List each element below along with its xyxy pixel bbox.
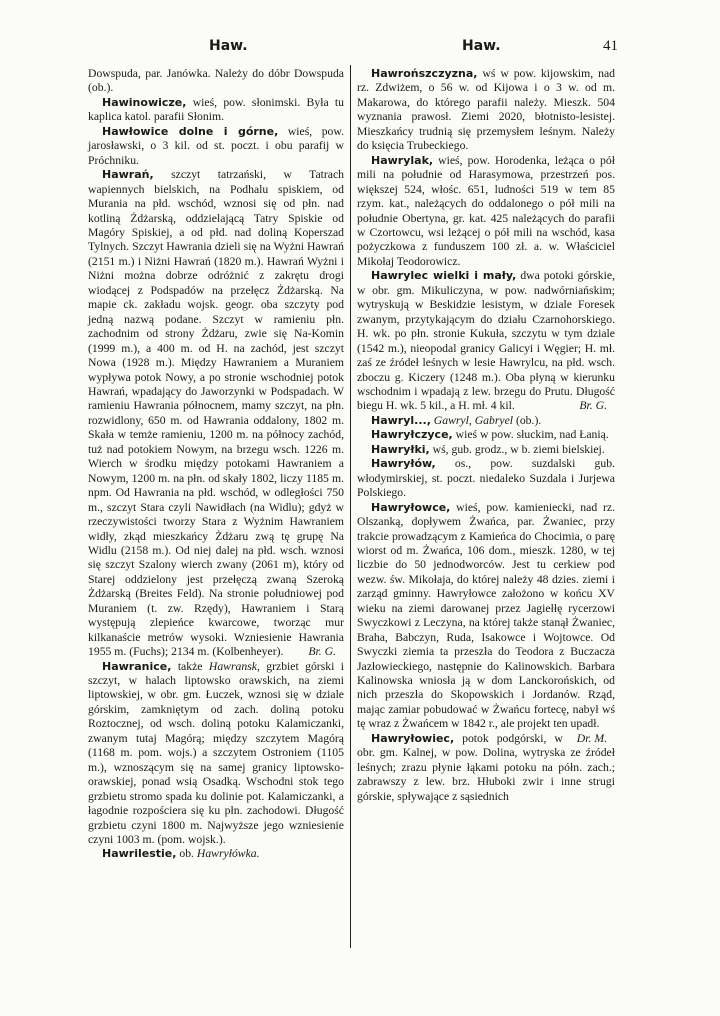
dictionary-entry: [88, 168, 344, 659]
author-signature: Dr. M.: [576, 731, 607, 745]
running-header: [0, 38, 720, 60]
entry-text: wieś, pow. jarosławski, o 3 kil. od st. poczt. i obu parafij w Próchniku.: [88, 124, 344, 167]
entry-text: os., pow. suzdalski gub. włodymirskiej, st. poczt. niedaleko Suzdala i Jurjewa Polskiego.: [357, 457, 615, 500]
entry-text-lead: także: [171, 659, 209, 673]
entry-text: potok podgórski, w obr. gm. Kalnej, w pow. Dolina, wytryska ze źródeł leśnych; zrazu płynie łąkami potoku na półn. zach.; zabrawszy z lew. brz. Hłuboki zwir i inne strugi górskie, spływające z sąsiednich: [357, 731, 615, 803]
column-divider: [350, 65, 351, 948]
entry-text: wś w pow. kijowskim, nad rz. Zdwiżem, o 56 w. od Kijowa i o 3 w. od m. Makarowa, do którego parafii należy. Mieszk. 504 wyznania prawosł. Ziemi 2020, błotnisto-lesistej. Mieszkańcy trudnią się przemysłem leśnym. Należy do księcia Trubeckiego.: [357, 67, 615, 153]
right-column: [357, 67, 615, 804]
author-signature: Br. G.: [308, 645, 336, 659]
entry-headword: Hawryl...,: [371, 413, 431, 427]
entry-cross-reference: Hawryłówka.: [196, 847, 260, 861]
dictionary-entry: [357, 67, 615, 154]
running-head-left: Haw.: [209, 38, 248, 54]
entry-headword: Hawrońszczyzna,: [371, 67, 478, 80]
left-column: [88, 67, 344, 862]
dictionary-entry: [357, 154, 615, 270]
dictionary-entry: [88, 125, 344, 168]
entry-text: szczyt tatrzański, w Tatrach wapiennych bielskich, na Podhalu spiskiem, od Murania na płd. wschód, wznosi się od płn. nad kotliną Żdżarską, oddzielającą Tatry Spiskie od Magóry Spiskiej, a od płd. nad doliną Koperszad Tylnych. Szczyt Hawrania dzieli się na Wyżni Hawrań (2151 m.) i Niżni Hawrań (1820 m.). Hawrań Wyżni i Niżni można dobrze odróżnić z zakrętu drogi wiodącej z Podspadów na przełęcz Żdżarską. Na mapie ck. zakładu wojsk. geogr. oba szczyty pod jedną nazwą podane. Szczyt w ramieniu płn. zachodnim od strony Żdżaru, zwie się Na-Komin (1999 m.), a 400 m. od H. na zachód, jest szczyt Nowa (1928 m.). Między Hawraniem a Muraniem wypływa potok Nowy, a po stronie wschodniej potok Hawrań, wpadający do Jaworzynki w Podspadach. W ramieniu Hawrania północnem, mamy szczyt, na płn. rozwidlony, 650 m. od Hawrania oddalony, 1802 m. Skała w temże ramieniu, 1200 m. na północy zachód, tuż nad potokiem Nowym, na brzegu wsch. 1226 m. Wierch w środku między potokami Hawraniem a Nowym, 1200 m. na płn. od skały 1802, liczy 1185 m. npm. Od Hawrania na płd. wschód, w odległości 750 m., szczyt Stara czyli Nawidłach (na Widlu); gdyż w rzeczywistości tworzy Stara z Wyżnim Hawraniem widły, zkąd mieszkańcy Żdżaru zwą tę grupę Na Widlu (2158 m.). Od niej dalej na płd. wsch. wznosi się szczyt Szalony wierch zwany (2061 m), który od Starej oddzielony jest przełęczą zwaną Szeroką Żdżarską (Breites Feld). Na stronie południowej pod Muraniem (t. zw. Rzędy), Hawraniem i Starą występują zlepieńce kwarcowe, tworząc mur kilkanaście metrów wysoki. Wzniesienie Hawrania 1955 m. (Fuchs); 2134 m. (Kolbenheyer).: [88, 168, 344, 659]
entry-headword: Hawrylak,: [371, 153, 434, 167]
dictionary-entry: [357, 457, 615, 500]
entry-text: (ob.).: [513, 413, 542, 427]
entry-text: wieś, pow. słonimski. Była tu kaplica katol. parafii Słonim.: [88, 95, 344, 124]
entry-text: dwa potoki górskie, w obr. gm. Mikuliczyna, w pow. nadwórniańskim; wytryskują w Beskidzie lesistym, w dziale Foresek zwanym, przytykającym do działu Czarnohorskiego. H. wk. po płn. stronie Kukuła, szczytu w tym dziale (1542 m.), nieopodal granicy Galicyi i Węgier; H. mł. zaś ze źródeł leśnych w lesie Hawrylcu, na płd. wsch. zboczu g. Kiczery (1248 m.). Oba płyną w kierunku wschodnim i wpadają z lew. brzegu do Prutu. Długość biegu H. wk. 5 kil., a H. mł. 4 kil.: [357, 269, 616, 413]
entry-headword: Hawrilestie,: [102, 847, 177, 861]
entry-headword: Hawłowice dolne i górne,: [102, 124, 279, 138]
dictionary-entry: [357, 269, 615, 414]
entry-headword: Hawrań,: [102, 168, 154, 182]
entry-headword: Hawryłki,: [371, 442, 430, 456]
entry-text: wieś, pow. kamieniecki, nad rz. Olszanką, dopływem Żwańca, par. Żwaniec, przy trakcie prowadzącym z Kamieńca do Chocimia, o parę wiorst od m. Żwańca, 106 dom., mieszk. 1280, w tej liczbie do 50 jednodworców. Jest tu cerkiew pod wezw. św. Mikołaja, do której należy 48 dzies. ziemi i zarząd gminny. Hawryłowce założono w końcu XV wieku na ziemi darowanej przez Jagiełłę rycerzowi Swyczkowi z Leczyna, na której także stanął Żwaniec, Braha, Babczyn, Ruda, Isakowce i Wojtowce. Od Swyczki ziemia ta przeszła do Teodora z Buczacza Jazłowieckiego, następnie do Kalinowskich. Barbara Kalinowska wniosła ją w dom Lanckorońskich, od nich przeszła do Skopowskich i Jordanów. Rząd, mając zamiar pobudować w Żwańcu fortecę, nabył wś tę wraz z Żwańcem w 1842 r., ale projekt ten upadł.: [357, 500, 615, 731]
entry-text: ob.: [176, 847, 197, 861]
dictionary-entry: [88, 660, 344, 848]
entry-italic-variant: Gawryl, Gabryel: [433, 413, 514, 427]
dictionary-entry: [88, 96, 344, 125]
entry-headword: Hawryłowce,: [371, 500, 451, 514]
dictionary-entry: [357, 414, 615, 428]
dictionary-entry: [88, 67, 344, 96]
author-signature: Br. G.: [579, 399, 607, 413]
entry-headword: Hawranice,: [102, 659, 172, 673]
entry-headword: Hawryłów,: [371, 457, 436, 471]
entry-text: wieś w pow. słuckim, nad Łanią.: [452, 428, 609, 442]
entry-headword: Hawryłowiec,: [371, 731, 455, 745]
dictionary-entry: [357, 428, 615, 442]
entry-headword: Hawryłczyce,: [371, 428, 453, 442]
entry-text: wś, gub. grodz., w b. ziemi bielskiej.: [429, 442, 605, 456]
dictionary-entry: [357, 443, 615, 457]
entry-text: Dowspuda, par. Janówka. Należy do dóbr Dowspuda (ob.).: [88, 67, 344, 95]
running-head-right: Haw.: [462, 38, 501, 54]
entry-text: , grzbiet górski i szczyt, w halach liptowsko orawskich, na ziemi liptowskiej, w obr. gm. Łuczek, wznosi się w dziale górskim, zamkniętym od zach. doliną potoku Roztocznej, od wsch. doliną potoku Kalamiczanki, zwanym tutaj Magórą; między szczytem Magórą (1168 m. pom. wojs.) a szczytem Ostroniem (1105 m.), wznoszącym się na samej granicy liptowsko-orawskiej, ponad wsią Osadką. Wschodni stok tego grzbietu stromo spada ku dolinie pot. Kalamiczanki, a łagodnie rozpościera się ku płn. zachodowi. Długość grzbietu czyni 1800 m. Najwyższe jego wzniesienie czyni 1003 m. (pom. wojsk.).: [88, 659, 344, 847]
entry-headword: Hawrylec wielki i mały,: [371, 269, 517, 283]
dictionary-entry: [88, 847, 344, 861]
entry-italic-variant: Hawransk: [208, 659, 257, 673]
entry-headword: Hawinowicze,: [102, 95, 187, 109]
entry-text: wieś, pow. Horodenka, leżąca o pół mili na południe od Harasymowa, przestrzeń pos. większej 524, włośc. 651, ludności 519 w tem 85 rzym. kat., należących do oddalonego o pół mili na południe Obertyna, gr. kat. 425 należących do parafii w Czortowcu, wsi leżącej o pół mili na wschód, kasa pożyczkowa z funduszem 100 zł. a. w. Właściciel Mikołaj Teodorowicz.: [357, 153, 615, 268]
page-number: 41: [603, 38, 618, 54]
